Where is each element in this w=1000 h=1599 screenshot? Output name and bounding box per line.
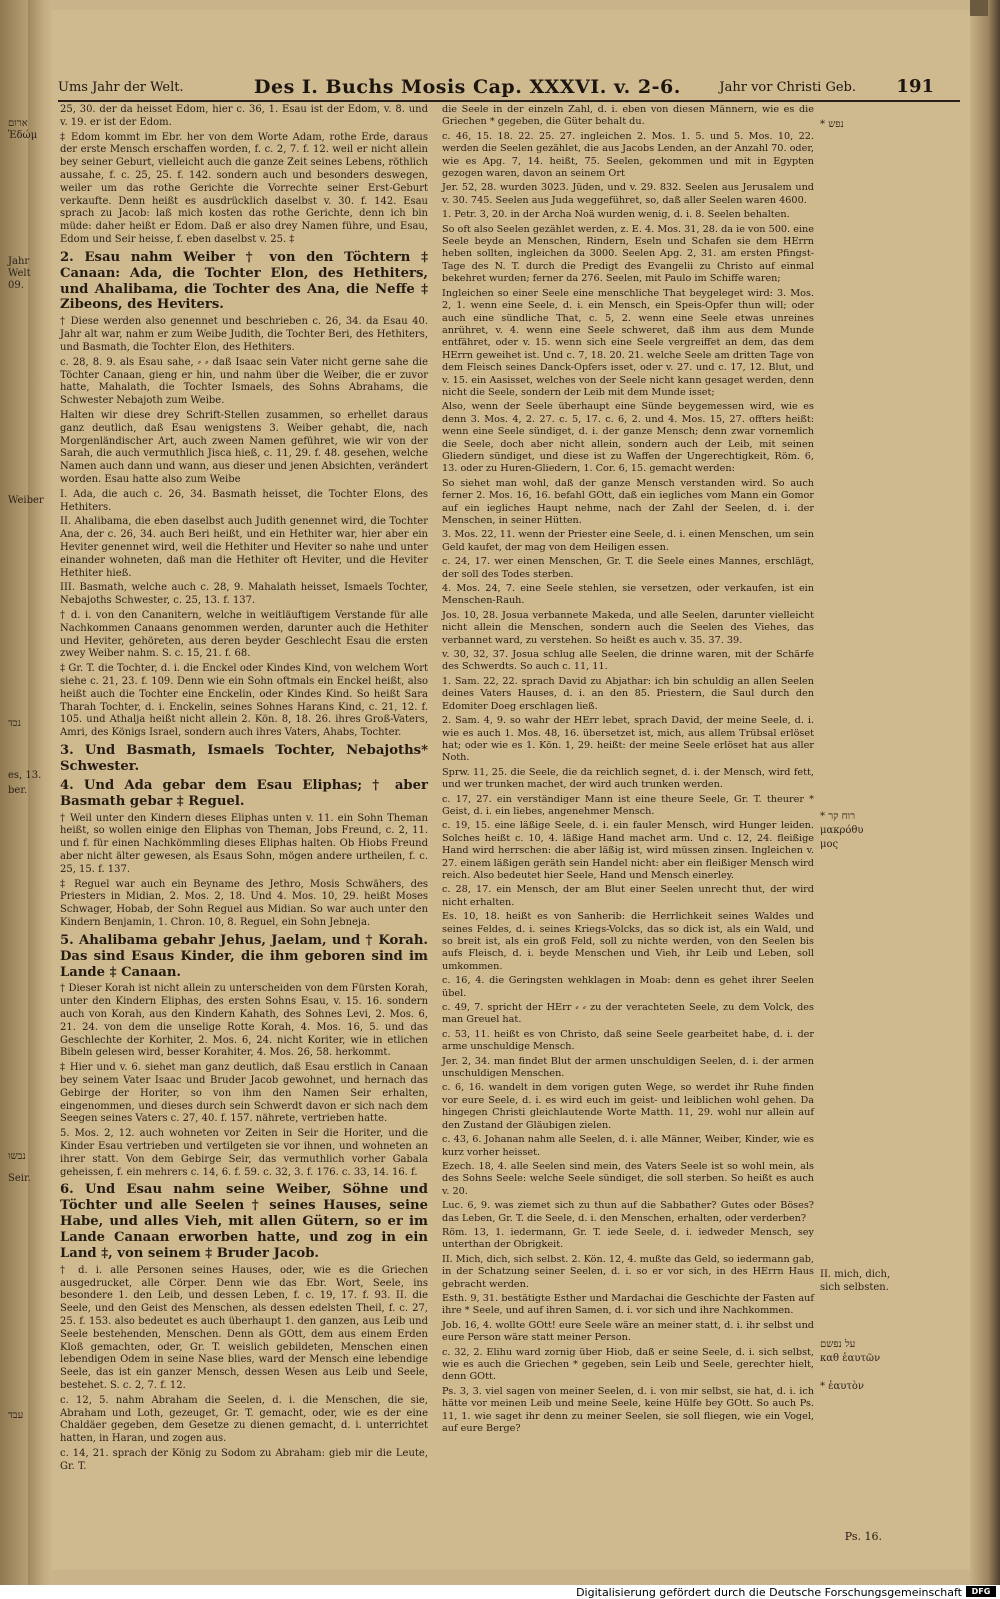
margin-note: * ἑαυτὸν <box>820 1381 865 1392</box>
commentary-note: So siehet man wohl, daß der ganze Mensch verstanden wird. So auch ferner 2. Mos. 16, 16. befahl GOtt, daß ein iegliches vom Mann ein Gomor auf ein iegliches Haupt nehme, nach der Zahl der Seelen, d. i. der Menschen, in seiner Hütten. <box>442 477 814 526</box>
commentary-note: 1. Sam. 22, 22. sprach David zu Abjathar: ich bin schuldig an allen Seelen deines Vaters Hauses, d. i. an den 85. Priestern, die Saul durch den Edomiter Doeg erschlagen ließ. <box>442 675 814 712</box>
commentary-note: c. 32, 2. Elihu ward zornig über Hiob, daß er seine Seele, d. i. sich selbst, wie es auch die Griechen * gegeben, sein Leib und Seele, gerechter hielt, denn GOtt. <box>442 1346 814 1383</box>
margin-note: Jahr <box>8 256 30 267</box>
commentary-note: c. 6, 16. wandelt in dem vorigen guten Wege, so werdet ihr Ruhe finden vor eure Seele, d. i. es wird euch im geist- und leiblichen wohl gehen. Da hingegen Christi gleichlautende Worte Matth. 11, 29. wohl nur allein auf den Zustand der Gläubigen zielen. <box>442 1082 814 1131</box>
margin-note: * נפש <box>820 119 844 130</box>
book-gutter-shadow <box>28 0 52 1599</box>
book-left-edge <box>0 0 28 1599</box>
footer-bar <box>0 1585 1000 1599</box>
commentary-note: Esth. 9, 31. bestätigte Esther und Mardachai die Geschichte der Fasten auf ihre * Seele, und auf ihren Samen, d. i. vor sich und ihre Nachkommen. <box>442 1292 814 1317</box>
commentary-note: Job. 16, 4. wollte GOtt! eure Seele wäre an meiner statt, d. i. ihr selbst und eure Person wäre statt meiner Person. <box>442 1319 814 1344</box>
commentary-note: Ezech. 18, 4. alle Seelen sind mein, des Vaters Seele ist so wohl mein, als des Sohns Seele: welche Seele sündiget, die soll sterben. So heißt es auch v. 20. <box>442 1160 814 1197</box>
margin-note: ber. <box>8 785 28 796</box>
margin-note: es, 13. <box>8 770 42 781</box>
verse-text: 3. Und Basmath, Ismaels Tochter, Nebajoths* Schwester. <box>60 742 428 774</box>
margin-note: μος <box>820 839 839 850</box>
footer-credit: Digitalisierung gefördert durch die Deutsche Forschungsgemeinschaft <box>576 1586 962 1599</box>
commentary-note: c. 14, 21. sprach der König zu Sodom zu Abraham: gieb mir die Leute, Gr. T. <box>60 1448 428 1472</box>
commentary-note: † Weil unter den Kindern dieses Eliphas unten v. 11. ein Sohn Theman heißt, so wollen einige den Eliphas von Theman, Jobs Freund, c. 2, 11. und f. für einen Nachkömmling dieses Eliphas halten. Ob Hiobs Freund aber nicht älter gewesen, als Esaus Sohn, mögen andere urtheilen, f. c. 25, 15. f. 137. <box>60 812 428 875</box>
commentary-note: † Dieser Korah ist nicht allein zu unterscheiden von dem Fürsten Korah, unter den Kindern Eliphas, des ersten Sohns Esau, v. 15. 16. sondern auch von Korah, aus den Kindern Kahath, des Sohnes Levi, 2. Mos. 6, 21. 24. von dem die unselige Rotte Korah, 4. Mos. 16, 5. und das Geschlechte der Korhiter, 2. Mos. 6, 24. nicht Koriter, wie in etlichen Bibeln gelesen wird, besser Korahiter, 4. Mos. 26, 58. herkommt. <box>60 983 428 1059</box>
commentary-note: ‡ Edom kommt im Ebr. her von dem Worte Adam, rothe Erde, daraus der erste Mensch erschaffen worden, f. c. 2, 7. f. 12. weil er nicht allein bey seiner Geburt, vielleicht auch die ganze Zeit seines Lebens, röthlich aussahe, f. c. 25, 25. f. 142. sondern auch und besonders deswegen, weiler um das rothe Gerichte die Vorrechte seiner Erst-Geburt verkaufte. Denn heißt es ausdrücklich daselbst v. 30. f. 142. Esau sprach zu Jacob: laß mich kosten das rothe Gerichte, denn ich bin müde: daher heißt er Edom. Daß er also drey Namen führe, und Esau, Edom und Seir heisse, f. eben daselbst v. 25. ‡ <box>60 131 428 245</box>
commentary-note: II. Ahalibama, die eben daselbst auch Judith genennet wird, die Tochter Ana, der c. 26, 34. auch Beri heißt, und ein Hethiter war, hier aber ein Heviter genennet wird, weil die Hethiter und Heviter so nahe und unter einander wohneten, daß man die Hethiter oft Heviter, und die Heviter Hethiter hieß. <box>60 516 428 579</box>
verse-text: 6. Und Esau nahm seine Weiber, Söhne und Töchter und alle Seelen † seines Hauses, seine Habe, und alles Vieh, mit allen Gütern, so er im Lande Canaan erworben hatte, und zog in ein Land ‡, von seinem ‡ Bruder Jacob. <box>60 1182 428 1261</box>
commentary-note: c. 49, 7. spricht der HErr ⸗ ⸗ zu der verachteten Seele, zu dem Volck, des man Greuel hat. <box>442 1002 814 1026</box>
header-center: Des I. Buchs Mosis Cap. XXXVI. v. 2-6. <box>254 76 681 98</box>
commentary-note: II. Mich, dich, sich selbst. 2. Kön. 12, 4. mußte das Geld, so iedermann gab, in der Schatzung seiner Seelen, d. i. so er vor sich, in des HErrn Haus gebracht werden. <box>442 1253 814 1290</box>
margin-note: μακρόθυ <box>820 825 864 836</box>
margin-note: עבד <box>8 1410 24 1421</box>
commentary-note: c. 28, 8. 9. als Esau sahe, ⸗ ⸗ daß Isaac sein Vater nicht gerne sahe die Töchter Canaan, gieng er hin, und nahm über die Weiber, die er zuvor hatte, Mahalath, die Tochter Ismaels, des Sohns Abrahams, die Schwester Nebajoth zum Weibe. <box>60 356 428 407</box>
commentary-note: Ingleichen so einer Seele eine menschliche That beygeleget wird: 3. Mos. 2, 1. wenn eine Seele, d. i. ein Mensch, ein Speis-Opfer thun will; oder auch eine sündliche That, c. 5, 2. wenn eine Seele etwas unreines anrühret, v. 4. wenn eine Seele schweret, daß ihm aus dem Munde entfähret, oder v. 15. wenn sich eine Seele vergreiffet an dem, das dem HErrn geweihet ist. Und c. 7, 18. 20. 21. welche Seele am dritten Tage von dem Fleisch seines Danck-Opfers isset, oder v. 27. und c. 17, 12. Blut, und v. 15. ein Aasisset, welches von der Seele nicht kann gesaget werden, denn nicht die Seele, sondern der Leib mit dem Munde isset; <box>442 287 814 398</box>
commentary-note: Jer. 2, 34. man findet Blut der armen unschuldigen Seelen, d. i. der armen unschuldigen Menschen. <box>442 1055 814 1080</box>
margin-note: Welt <box>8 268 31 279</box>
book-right-edge <box>970 0 1000 1599</box>
commentary-note: c. 19, 15. eine läßige Seele, d. i. ein fauler Mensch, wird Hunger leiden. Solches heißt c. 10, 4. läßige Hand machet arm. Und c. 12, 24. fleißige Hand wird herrschen: die aber läßig ist, wird müssen zinsen. Ingleichen v. 27. einem läßigen geräth sein Handel nicht: aber ein fleißiger Mensch wird reich. Also bedeutet hier Seele, Hand und Mensch einerley. <box>442 820 814 881</box>
commentary-note: 5. Mos. 2, 12. auch wohneten vor Zeiten in Seir die Horiter, und die Kinder Esau vertrieben und vertilgeten sie vor ihnen, und wohneten an ihrer statt. Von dem Gebirge Seir, das vermuthlich vorher Gabala geheissen, f. ein mehrers c. 14, 6. f. 59. c. 32, 3. f. 176. c. 33, 14. 16. f. <box>60 1128 428 1178</box>
commentary-note: † d. i. von den Cananitern, welche in weitläuftigem Verstande für alle Nachkommen Canaans genommen werden, darunter auch die Hethiter und Heviter, gehöreten, aus deren beyder Geschlecht Esau die ersten zwey Weiber nahm. S. c. 15, 21. f. 68. <box>60 609 428 660</box>
commentary-note: I. Ada, die auch c. 26, 34. Basmath heisset, die Tochter Elons, des Hethiters. <box>60 488 428 513</box>
verse-text: 5. Ahalibama gebahr Jehus, Jaelam, und † Korah. Das sind Esaus Kinder, die ihm geboren sind im Lande ‡ Canaan. <box>60 932 428 980</box>
margin-note: Seir. <box>8 1173 31 1184</box>
margin-note: * רוח קר <box>820 811 856 822</box>
header-left: Ums Jahr der Welt. <box>58 80 184 95</box>
header-rule <box>58 100 960 102</box>
commentary-note: Ps. 3, 3. viel sagen von meiner Seelen, d. i. von mir selbst, sie hat, d. i. ich hätte vor meinen Leib und meine Seele, keine Hülfe bey GOtt. So auch Ps. 11, 1. wie saget ihr denn zu meiner Seelen, sie soll fliegen, wie ein Vogel, auf eure Berge? <box>442 1385 814 1435</box>
commentary-note: 1. Petr. 3, 20. in der Archa Noä wurden wenig, d. i. 8. Seelen behalten. <box>442 209 790 221</box>
page-number: 191 <box>896 76 934 97</box>
margin-note: Weiber <box>8 495 44 506</box>
commentary-note: ‡ Gr. T. die Tochter, d. i. die Enckel oder Kindes Kind, von welchem Wort siehe c. 21, 23. f. 109. Denn wie ein Sohn oftmals ein Enckel heißt, also heißt auch die Tochter eine Enckelin, oder Kindes Kind. So heißt Sara Tharah Tochter, d. i. Enckelin, seines Sohnes Harans Kind, c. 21, 12. f. 105. und Athalja heißt nicht allein 2. Kön. 8, 18. 26. ihres Groß-Vaters, Amri, des Königs Israel, sondern auch ihres Vaters, Ahabs, Tochter. <box>60 663 428 739</box>
commentary-note: c. 46, 15. 18. 22. 25. 27. ingleichen 2. Mos. 1. 5. und 5. Mos. 10, 22. werden die Seelen gezählet, die aus Jacobs Lenden, an der Anzahl 70. oder, wie es Apg. 7, 14. heißt, 75. Seelen, gekommen und mit in Egypten gezogen waren, davon an seinem Ort <box>442 130 814 180</box>
commentary-note: III. Basmath, welche auch c. 28, 9. Mahalath heisset, Ismaels Tochter, Nebajoths Schwester, c. 25, 13. f. 137. <box>60 582 428 607</box>
commentary-note: † d. i. alle Personen seines Hauses, oder, wie es die Griechen ausgedrucket, alle Cörper. Denn wie das Ebr. Wort, Seele, ins besondere 1. den Leib, und dessen Leben, f. c. 19, 17. f. 93. II. die Seele, und den Geist des Menschen, als dessen edelsten Theil, f. c. 27, 25. f. 153. also bedeutet es auch überhaupt 1. den ganzen, aus Leib und Seele bestehenden, Menschen. Denn als GOtt, dem aus einem Erden Kloß gemachten, oder, Gr. T. weislich gebildeten, Menschen einen lebendigen Odem in seine Nase blies, ward der Mensch eine lebendige Seele, das ist ein ganzer Mensch, dessen Wesen aus Leib und Seele, bestehet. S. c. 2, 7. f. 12. <box>60 1264 428 1392</box>
dfg-logo: DFG <box>966 1586 996 1597</box>
commentary-note: c. 24, 17. wer einen Menschen, Gr. T. die Seele eines Mannes, erschlägt, der soll des Todes sterben. <box>442 556 814 580</box>
right-column <box>442 104 814 1437</box>
commentary-note: Sprw. 11, 25. die Seele, die da reichlich segnet, d. i. der Mensch, wird fett, und wer trunken machet, der wird auch trunken werden. <box>442 766 814 791</box>
commentary-note: c. 28, 17. ein Mensch, der am Blut einer Seelen unrecht thut, der wird nicht erhalten. <box>442 884 814 908</box>
verse-text: 4. Und Ada gebar dem Esau Eliphas; † aber Basmath gebar ‡ Reguel. <box>60 777 428 809</box>
margin-note: Ἐδώμ <box>8 130 38 141</box>
commentary-note: Also, wenn der Seele überhaupt eine Sünde beygemessen wird, wie es denn 3. Mos. 4, 2. 27. c. 5, 17. c. 6, 2. und 4. Mos. 15, 27. offters heißt: wenn eine Seele sündiget, d. i. der ganze Mensch; denn zwar vornemlich die Seele, doch aber nicht allein, sondern auch der Leib, mit seinen Gliedern sündiget, und diese ist zu Waffen der Ungerechtigkeit, Röm. 6, 13. oder zu Huren-Gliedern, 1. Cor. 6, 15. gemacht werden: <box>442 401 814 475</box>
catchword: Ps. 16. <box>844 1530 882 1543</box>
margin-note: על נפשם <box>820 1339 856 1350</box>
commentary-note: Es. 10, 18. heißt es von Sanherib: die Herrlichkeit seines Waldes und seines Feldes, d. i. seines Kriegs-Volcks, das so dick ist, als ein Wald, und so breit ist, als ein groß Feld, soll zu nichte werden, von den Seelen bis aufs Fleisch, d. i. beyde Menschen und Vieh, ihr Leib und Leben, soll umkommen. <box>442 911 814 972</box>
margin-note: II. mich, dich, <box>820 1269 891 1280</box>
margin-note: καθ ἑαυτῶν <box>820 1353 881 1364</box>
margin-note: sich selbsten. <box>820 1282 889 1293</box>
commentary-note: Jos. 10, 28. Josua verbannete Makeda, und alle Seelen, darunter vielleicht nicht allein die Menschen, sondern auch die Seelen des Viehes, das verbannet ward, zu verstehen. So heißt es auch v. 35. 37. 39. <box>442 609 814 646</box>
margin-note: 09. <box>8 280 24 291</box>
verse-text: 2. Esau nahm Weiber † von den Töchtern ‡ Canaan: Ada, die Tochter Elon, des Hethiters, und Ahalibama, die Tochter des Ana, die Neffe ‡ Zibeons, des Heviters. <box>60 249 428 313</box>
commentary-note: c. 17, 27. ein verständiger Mann ist eine theure Seele, Gr. T. theurer * Geist, d. i. ein liebes, angenehmer Mensch. <box>442 793 814 817</box>
commentary-note: 4. Mos. 24, 7. eine Seele stehlen, sie versetzen, oder verkaufen, ist ein Menschen-Rauh. <box>442 583 814 607</box>
commentary-note: So oft also Seelen gezählet werden, z. E. 4. Mos. 31, 28. da ie von 500. eine Seele beyde an Menschen, Rindern, Eseln und Schafen sie dem HErrn heben sollten, ingleichen da 3000. Seelen Apg. 2, 31. am ersten Pfingst-Tage des N. T. durch die Predigt des Evangelii zu Christo auf einmal bekehret wurden; ferner da 276. Seelen, mit Paulo im Schiffe waren; <box>442 223 814 285</box>
commentary-note: Jer. 52, 28. wurden 3023. Jüden, und v. 29. 832. Seelen aus Jerusalem und v. 30. 745. Seelen aus Juda weggeführet, so, daß aller Seelen waren 4600. <box>442 182 814 206</box>
commentary-note: Luc. 6, 9. was ziemet sich zu thun auf die Sabbather? Gutes oder Böses? das Leben, Gr. T. die Seele, d. i. den Menschen, erhalten, oder verderben? <box>442 1200 814 1224</box>
page-corner-tab <box>970 0 988 16</box>
margin-note: נכד <box>8 718 21 729</box>
commentary-note: † Diese werden also genennet und beschrieben c. 26, 34. da Esau 40. Jahr alt war, nahm er zum Weibe Judith, die Tochter Beri, des Hethiters, und Basmath, die Tochter Elon, des Hethiters. <box>60 316 428 353</box>
commentary-note: 3. Mos. 22, 11. wenn der Priester eine Seele, d. i. einen Menschen, um sein Geld kaufet, der mag von dem Heiligen essen. <box>442 529 814 553</box>
left-column <box>60 104 428 1476</box>
header-right: Jahr vor Christi Geb. <box>719 80 856 95</box>
commentary-note: 25, 30. der da heisset Edom, hier c. 36, 1. Esau ist der Edom, v. 8. und v. 19. er ist der Edom. <box>60 104 428 128</box>
commentary-note: c. 43, 6. Johanan nahm alle Seelen, d. i. alle Männer, Weiber, Kinder, wie es kurz vorher heisset. <box>442 1134 814 1158</box>
commentary-note: ‡ Hier und v. 6. siehet man ganz deutlich, daß Esau erstlich in Canaan bey seinem Vater Isaac und Bruder Jacob gewohnet, und hernach das Gebirge der Horiter, so von ihm den Namen Seir erhalten, eingenommen, und dieses durch sein Schwerdt davon er sich nach dem Seegen seines Vaters c. 27, 40. f. 157. nährete, vertrieben hatte. <box>60 1062 428 1125</box>
commentary-note: c. 16, 4. die Geringsten wehklagen in Moab: denn es gehet ihrer Seelen übel. <box>442 975 814 999</box>
margin-note: נבשו <box>8 1151 26 1162</box>
commentary-note: Röm. 13, 1. iedermann, Gr. T. iede Seele, d. i. iedweder Mensch, sey unterthan der Obrigkeit. <box>442 1226 814 1251</box>
commentary-note: ‡ Reguel war auch ein Beyname des Jethro, Mosis Schwähers, des Priesters in Midian, 2. Mos. 2, 18. Und 4. Mos. 10, 29. heißt Moses Schwager, Hobab, der Sohn Reguel aus Midian. So war auch unter den Kindern Benjamin, 1. Chron. 10, 8. Reguel, ein Sohn Jebneja. <box>60 878 428 928</box>
margin-note: ארום <box>8 118 28 129</box>
commentary-note: c. 53, 11. heißt es von Christo, daß seine Seele gearbeitet habe, d. i. der arme unschuldige Mensch. <box>442 1028 814 1053</box>
commentary-note: 2. Sam. 4, 9. so wahr der HErr lebet, sprach David, der meine Seele, d. i. wie es auch 1. Mos. 48, 16. übersetzet ist, mich, aus allem Trübsal erlöset hat; oder wie es 1. Kön. 1, 29. heißt: der meine Seele erlöset hat aus aller Noth. <box>442 715 814 764</box>
commentary-note: die Seele in der einzeln Zahl, d. i. eben von diesen Männern, wie es die Griechen * gegeben, die Güter behalt du. <box>442 104 814 128</box>
commentary-note: v. 30, 32, 37. Josua schlug alle Seelen, die drinne waren, mit der Schärfe des Schwerdts. So auch c. 11, 11. <box>442 649 814 673</box>
commentary-note: Halten wir diese drey Schrift-Stellen zusammen, so erhellet daraus ganz deutlich, daß Esau wenigstens 3. Weiber gehabt, die, nach Morgenländischer Art, auch zween Namen geführet, wie wir von der Sarah, die auch vermuthlich Jisca hieß, c. 11, 29. f. 48. gesehen, welche Namen auch dann und wann, aus dieser und jenen Absichten, verändert worden. Esau hatte also zum Weibe <box>60 409 428 485</box>
commentary-note: c. 12, 5. nahm Abraham die Seelen, d. i. die Menschen, die sie, Abraham und Loth, gezeuget, Gr. T. gemacht, oder, wie es der eine Chaldäer gegeben, dem Gesetze zu dienen gemacht, d. i. unterrichtet hatten, in Haran, und zogen aus. <box>60 1394 428 1445</box>
